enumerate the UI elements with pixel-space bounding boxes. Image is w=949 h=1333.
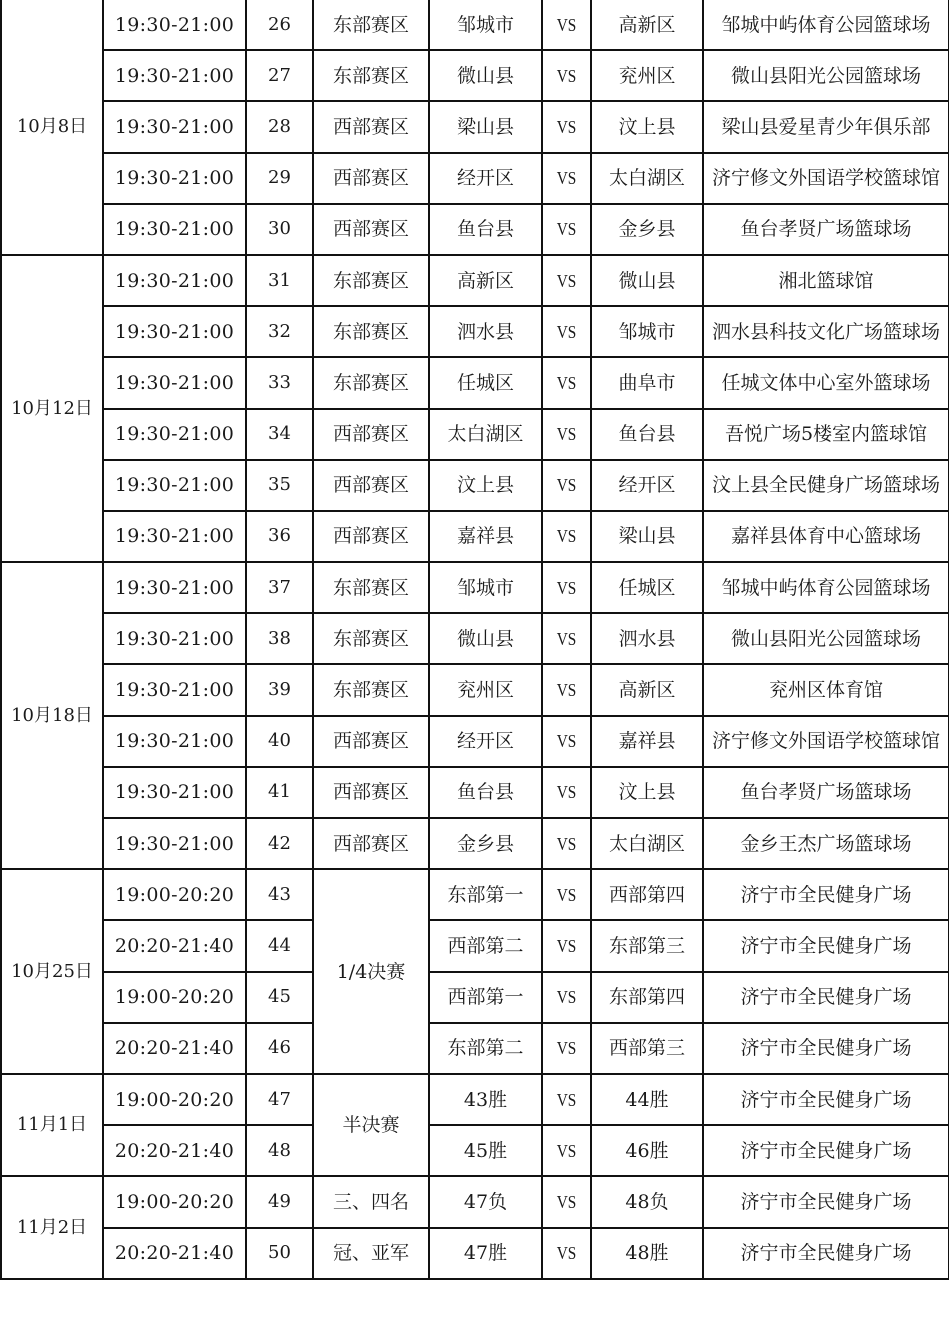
venue-cell: 金乡王杰广场篮球场	[703, 818, 949, 869]
table-row	[1, 204, 949, 255]
venue-cell: 微山县阳光公园篮球场	[703, 50, 949, 101]
table-row	[1, 460, 949, 511]
match-zone-cell: 东部赛区	[313, 613, 429, 664]
match-number-cell: 27	[246, 50, 313, 101]
venue-cell: 济宁市全民健身广场	[703, 1228, 949, 1279]
versus-cell: VS	[546, 767, 588, 818]
match-number-cell: 38	[246, 613, 313, 664]
away-team-cell: 微山县	[591, 255, 703, 306]
versus-cell: VS	[546, 50, 588, 101]
match-zone-cell: 东部赛区	[313, 0, 429, 50]
match-date-cell: 10月18日	[1, 562, 103, 869]
home-team-cell: 泗水县	[429, 306, 542, 357]
venue-cell: 泗水县科技文化广场篮球场	[703, 306, 949, 357]
match-zone-cell: 西部赛区	[313, 409, 429, 460]
match-zone-cell: 西部赛区	[313, 101, 429, 152]
table-row	[1, 50, 949, 101]
match-time-cell: 19:30-21:00	[103, 511, 246, 562]
home-team-cell: 金乡县	[429, 818, 542, 869]
away-team-cell: 44胜	[591, 1074, 703, 1125]
versus-cell: VS	[546, 255, 588, 306]
match-number-cell: 26	[246, 0, 313, 50]
versus-cell: VS	[546, 460, 588, 511]
match-date-cell: 11月1日	[1, 1074, 103, 1176]
match-time-cell: 19:30-21:00	[103, 767, 246, 818]
match-time-cell: 19:30-21:00	[103, 460, 246, 511]
match-date-cell: 10月25日	[1, 869, 103, 1074]
table-row	[1, 869, 949, 920]
away-team-cell: 46胜	[591, 1125, 703, 1176]
match-zone-cell: 西部赛区	[313, 153, 429, 204]
match-time-cell: 19:30-21:00	[103, 101, 246, 152]
away-team-cell: 经开区	[591, 460, 703, 511]
away-team-cell: 汶上县	[591, 101, 703, 152]
match-time-cell: 19:00-20:20	[103, 972, 246, 1023]
home-team-cell: 太白湖区	[429, 409, 542, 460]
match-zone-cell: 东部赛区	[313, 306, 429, 357]
table-row	[1, 562, 949, 613]
venue-cell: 济宁市全民健身广场	[703, 1125, 949, 1176]
home-team-cell: 微山县	[429, 613, 542, 664]
table-row	[1, 511, 949, 562]
match-time-cell: 19:30-21:00	[103, 409, 246, 460]
table-row	[1, 664, 949, 715]
home-team-cell: 东部第一	[429, 869, 542, 920]
match-time-cell: 19:30-21:00	[103, 357, 246, 408]
match-number-cell: 32	[246, 306, 313, 357]
venue-cell: 济宁修文外国语学校篮球馆	[703, 716, 949, 767]
match-zone-cell: 西部赛区	[313, 204, 429, 255]
schedule-body	[1, 0, 949, 1279]
home-team-cell: 43胜	[429, 1074, 542, 1125]
away-team-cell: 汶上县	[591, 767, 703, 818]
match-zone-cell: 东部赛区	[313, 255, 429, 306]
home-team-cell: 经开区	[429, 153, 542, 204]
versus-cell: VS	[546, 613, 588, 664]
home-team-cell: 45胜	[429, 1125, 542, 1176]
away-team-cell: 任城区	[591, 562, 703, 613]
versus-cell: VS	[546, 357, 588, 408]
away-team-cell: 西部第四	[591, 869, 703, 920]
venue-cell: 梁山县爱星青少年俱乐部	[703, 101, 949, 152]
match-time-cell: 19:30-21:00	[103, 153, 246, 204]
match-number-cell: 44	[246, 920, 313, 971]
home-team-cell: 经开区	[429, 716, 542, 767]
away-team-cell: 兖州区	[591, 50, 703, 101]
match-zone-cell: 东部赛区	[313, 50, 429, 101]
venue-cell: 鱼台孝贤广场篮球场	[703, 204, 949, 255]
venue-cell: 济宁市全民健身广场	[703, 972, 949, 1023]
match-number-cell: 34	[246, 409, 313, 460]
match-time-cell: 19:30-21:00	[103, 0, 246, 50]
match-number-cell: 45	[246, 972, 313, 1023]
table-row	[1, 306, 949, 357]
venue-cell: 济宁市全民健身广场	[703, 920, 949, 971]
away-team-cell: 邹城市	[591, 306, 703, 357]
versus-cell: VS	[546, 153, 588, 204]
match-number-cell: 43	[246, 869, 313, 920]
home-team-cell: 汶上县	[429, 460, 542, 511]
home-team-cell: 西部第一	[429, 972, 542, 1023]
venue-cell: 湘北篮球馆	[703, 255, 949, 306]
match-time-cell: 19:30-21:00	[103, 664, 246, 715]
versus-cell: VS	[546, 869, 588, 920]
away-team-cell: 嘉祥县	[591, 716, 703, 767]
versus-cell: VS	[546, 972, 588, 1023]
venue-cell: 济宁市全民健身广场	[703, 1074, 949, 1125]
match-time-cell: 20:20-21:40	[103, 1125, 246, 1176]
versus-cell: VS	[546, 306, 588, 357]
match-number-cell: 39	[246, 664, 313, 715]
away-team-cell: 太白湖区	[591, 153, 703, 204]
match-number-cell: 50	[246, 1228, 313, 1279]
match-time-cell: 19:30-21:00	[103, 562, 246, 613]
table-row	[1, 0, 949, 50]
away-team-cell: 梁山县	[591, 511, 703, 562]
table-row	[1, 1023, 949, 1074]
match-date-cell: 10月12日	[1, 255, 103, 562]
venue-cell: 邹城中屿体育公园篮球场	[703, 562, 949, 613]
match-zone-cell: 西部赛区	[313, 460, 429, 511]
match-time-cell: 19:30-21:00	[103, 306, 246, 357]
away-team-cell: 西部第三	[591, 1023, 703, 1074]
versus-cell: VS	[546, 0, 588, 50]
match-number-cell: 40	[246, 716, 313, 767]
match-number-cell: 31	[246, 255, 313, 306]
match-number-cell: 36	[246, 511, 313, 562]
match-number-cell: 29	[246, 153, 313, 204]
table-row	[1, 1074, 949, 1125]
venue-cell: 鱼台孝贤广场篮球场	[703, 767, 949, 818]
home-team-cell: 鱼台县	[429, 767, 542, 818]
home-team-cell: 东部第二	[429, 1023, 542, 1074]
versus-cell: VS	[546, 818, 588, 869]
match-time-cell: 20:20-21:40	[103, 1023, 246, 1074]
versus-cell: VS	[546, 716, 588, 767]
table-row	[1, 101, 949, 152]
versus-cell: VS	[546, 1176, 588, 1227]
home-team-cell: 西部第二	[429, 920, 542, 971]
table-row	[1, 613, 949, 664]
venue-cell: 微山县阳光公园篮球场	[703, 613, 949, 664]
match-number-cell: 46	[246, 1023, 313, 1074]
versus-cell: VS	[546, 1228, 588, 1279]
match-time-cell: 19:30-21:00	[103, 716, 246, 767]
table-row	[1, 818, 949, 869]
home-team-cell: 47负	[429, 1176, 542, 1227]
versus-cell: VS	[546, 409, 588, 460]
away-team-cell: 东部第四	[591, 972, 703, 1023]
away-team-cell: 泗水县	[591, 613, 703, 664]
match-zone-cell: 西部赛区	[313, 818, 429, 869]
away-team-cell: 48负	[591, 1176, 703, 1227]
home-team-cell: 兖州区	[429, 664, 542, 715]
match-time-cell: 20:20-21:40	[103, 1228, 246, 1279]
match-zone-cell: 三、四名	[313, 1176, 429, 1227]
table-row	[1, 1228, 949, 1279]
match-number-cell: 35	[246, 460, 313, 511]
versus-cell: VS	[546, 562, 588, 613]
home-team-cell: 邹城市	[429, 0, 542, 50]
table-row	[1, 357, 949, 408]
home-team-cell: 嘉祥县	[429, 511, 542, 562]
away-team-cell: 48胜	[591, 1228, 703, 1279]
venue-cell: 济宁市全民健身广场	[703, 1176, 949, 1227]
table-row	[1, 920, 949, 971]
table-row	[1, 1125, 949, 1176]
match-zone-cell: 东部赛区	[313, 357, 429, 408]
match-zone-cell: 半决赛	[313, 1074, 429, 1176]
home-team-cell: 微山县	[429, 50, 542, 101]
match-zone-cell: 西部赛区	[313, 511, 429, 562]
away-team-cell: 鱼台县	[591, 409, 703, 460]
match-time-cell: 19:30-21:00	[103, 204, 246, 255]
match-zone-cell: 西部赛区	[313, 716, 429, 767]
match-number-cell: 37	[246, 562, 313, 613]
home-team-cell: 梁山县	[429, 101, 542, 152]
venue-cell: 任城文体中心室外篮球场	[703, 357, 949, 408]
match-number-cell: 48	[246, 1125, 313, 1176]
match-time-cell: 19:30-21:00	[103, 50, 246, 101]
table-row	[1, 972, 949, 1023]
match-time-cell: 19:30-21:00	[103, 818, 246, 869]
venue-cell: 吾悦广场5楼室内篮球馆	[703, 409, 949, 460]
home-team-cell: 任城区	[429, 357, 542, 408]
match-zone-cell: 东部赛区	[313, 562, 429, 613]
match-zone-cell: 东部赛区	[313, 664, 429, 715]
match-number-cell: 49	[246, 1176, 313, 1227]
table-row	[1, 767, 949, 818]
match-number-cell: 47	[246, 1074, 313, 1125]
match-number-cell: 41	[246, 767, 313, 818]
venue-cell: 济宁市全民健身广场	[703, 1023, 949, 1074]
versus-cell: VS	[546, 920, 588, 971]
match-number-cell: 30	[246, 204, 313, 255]
venue-cell: 汶上县全民健身广场篮球场	[703, 460, 949, 511]
match-date-cell: 10月8日	[1, 0, 103, 255]
away-team-cell: 金乡县	[591, 204, 703, 255]
versus-cell: VS	[546, 1074, 588, 1125]
match-number-cell: 42	[246, 818, 313, 869]
match-number-cell: 28	[246, 101, 313, 152]
match-zone-cell: 西部赛区	[313, 767, 429, 818]
match-time-cell: 20:20-21:40	[103, 920, 246, 971]
away-team-cell: 太白湖区	[591, 818, 703, 869]
venue-cell: 邹城中屿体育公园篮球场	[703, 0, 949, 50]
match-zone-cell: 冠、亚军	[313, 1228, 429, 1279]
versus-cell: VS	[546, 1023, 588, 1074]
home-team-cell: 47胜	[429, 1228, 542, 1279]
match-time-cell: 19:00-20:20	[103, 869, 246, 920]
match-time-cell: 19:30-21:00	[103, 255, 246, 306]
versus-cell: VS	[546, 1125, 588, 1176]
away-team-cell: 高新区	[591, 0, 703, 50]
away-team-cell: 东部第三	[591, 920, 703, 971]
home-team-cell: 邹城市	[429, 562, 542, 613]
venue-cell: 济宁市全民健身广场	[703, 869, 949, 920]
venue-cell: 兖州区体育馆	[703, 664, 949, 715]
venue-cell: 嘉祥县体育中心篮球场	[703, 511, 949, 562]
table-row	[1, 409, 949, 460]
match-time-cell: 19:30-21:00	[103, 613, 246, 664]
versus-cell: VS	[546, 511, 588, 562]
match-number-cell: 33	[246, 357, 313, 408]
table-row	[1, 716, 949, 767]
versus-cell: VS	[546, 664, 588, 715]
match-date-cell: 11月2日	[1, 1176, 103, 1278]
versus-cell: VS	[546, 204, 588, 255]
match-zone-cell: 1/4决赛	[313, 869, 429, 1074]
away-team-cell: 高新区	[591, 664, 703, 715]
table-row	[1, 255, 949, 306]
away-team-cell: 曲阜市	[591, 357, 703, 408]
home-team-cell: 鱼台县	[429, 204, 542, 255]
venue-cell: 济宁修文外国语学校篮球馆	[703, 153, 949, 204]
match-time-cell: 19:00-20:20	[103, 1176, 246, 1227]
table-row	[1, 153, 949, 204]
match-time-cell: 19:00-20:20	[103, 1074, 246, 1125]
versus-cell: VS	[546, 101, 588, 152]
table-row	[1, 1176, 949, 1227]
home-team-cell: 高新区	[429, 255, 542, 306]
